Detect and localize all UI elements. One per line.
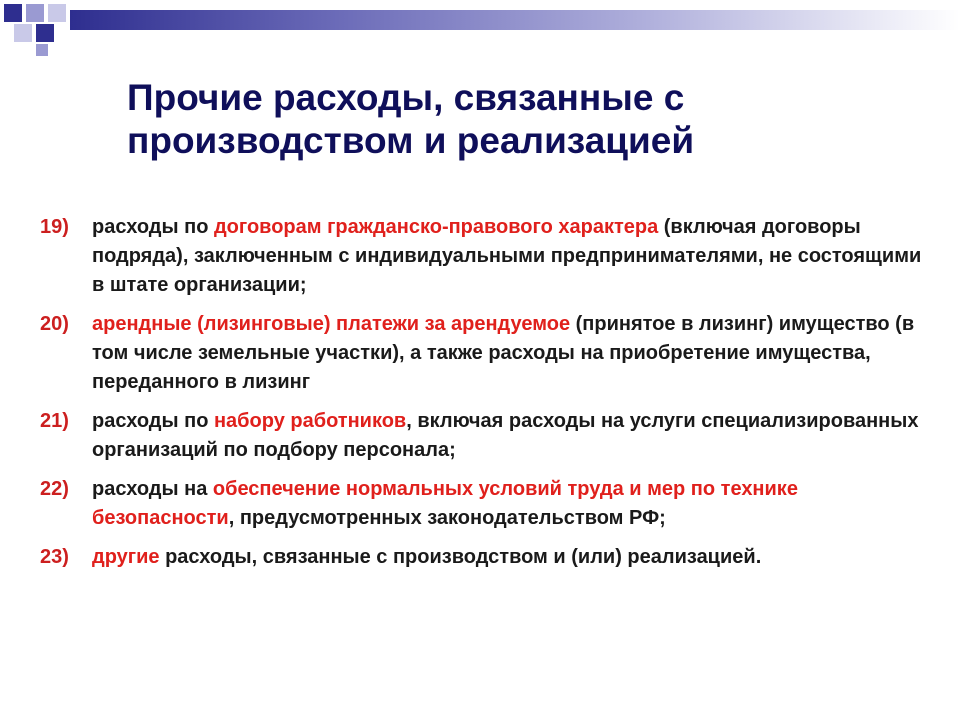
item-text: расходы на bbox=[92, 478, 213, 500]
highlighted-text: арендные (лизинговые) платежи за арендуемое bbox=[92, 313, 571, 335]
item-number: 21) bbox=[40, 410, 69, 432]
deco-square bbox=[14, 24, 32, 42]
deco-square bbox=[36, 24, 54, 42]
item-number: 23) bbox=[40, 546, 69, 568]
deco-square bbox=[4, 4, 22, 22]
item-number: 19) bbox=[40, 216, 69, 238]
item-text: расходы по bbox=[92, 216, 214, 238]
item-text: , предусмотренных законодательством РФ; bbox=[228, 507, 666, 529]
item-number: 22) bbox=[40, 478, 69, 500]
item-text: расходы по bbox=[92, 410, 214, 432]
list-item bbox=[40, 213, 930, 300]
list-item bbox=[40, 475, 930, 533]
list-item bbox=[40, 543, 930, 572]
highlighted-text: набору работников bbox=[213, 410, 407, 432]
deco-gradient-bar bbox=[70, 10, 960, 30]
deco-square bbox=[36, 44, 48, 56]
list-item bbox=[40, 310, 930, 397]
expense-list bbox=[40, 213, 930, 582]
item-text: (принятое в лизинг) имущество (в том числе земельные участки), а также расходы на приобретение имущества, переданного в лизинг bbox=[92, 313, 915, 393]
slide-title: Прочие расходы, связанные с производством и реализацией bbox=[127, 77, 695, 161]
highlighted-text: другие bbox=[92, 546, 160, 568]
highlighted-text: договорам гражданско-правового характера bbox=[213, 216, 659, 238]
item-text: (включая договоры подряда), заключенным с индивидуальными предпринимателями, не состоящими в штате организации; bbox=[92, 216, 922, 296]
item-number: 20) bbox=[40, 313, 69, 335]
deco-square bbox=[26, 4, 44, 22]
list-item bbox=[40, 407, 930, 465]
deco-square bbox=[48, 4, 66, 22]
highlighted-text: обеспечение нормальных условий труда и мер по технике безопасности bbox=[92, 478, 798, 529]
item-text: , включая расходы на услуги специализированных организаций по подбору персонала; bbox=[92, 410, 919, 461]
decorative-header bbox=[0, 0, 960, 60]
item-text: расходы, связанные с производством и (или) реализацией. bbox=[159, 546, 762, 568]
